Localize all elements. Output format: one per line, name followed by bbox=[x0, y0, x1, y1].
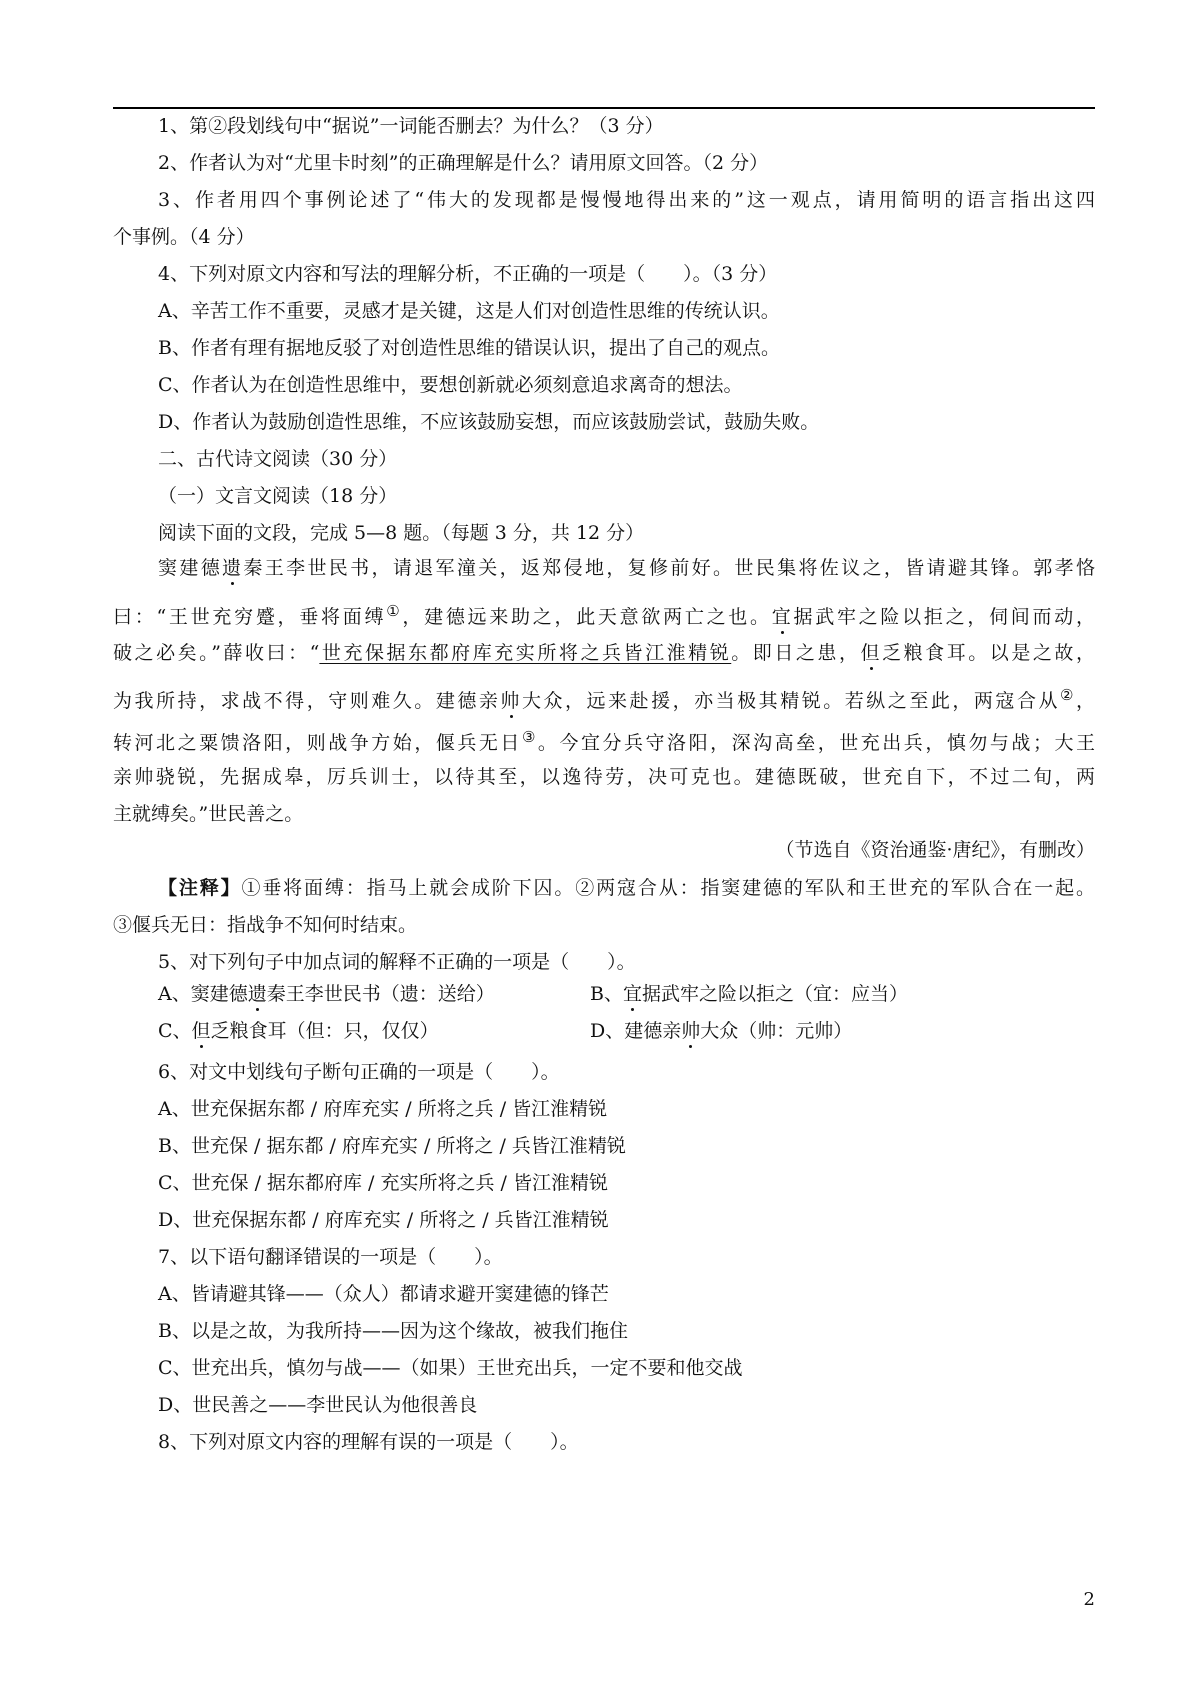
dotted-word: 遗 bbox=[222, 557, 244, 579]
note-marker-2: ② bbox=[1060, 686, 1076, 704]
question-3-line-2: 个事例。（4 分） bbox=[113, 226, 255, 248]
question-4-option-b: B、作者有理有据地反驳了对创造性思维的错误认识，提出了自己的观点。 bbox=[158, 337, 780, 359]
question-5-option-c: C、但乏粮食耳（但：只，仅仅） bbox=[158, 1020, 439, 1042]
passage-line-4: 为我所持，求战不得，守则难久。建德亲帅大众，远来赴援，亦当极其精锐。若纵之至此，两寇合从②， bbox=[113, 686, 1095, 712]
dotted-word: 但 bbox=[191, 1020, 211, 1042]
question-3-line-1: 3、作者用四个事例论述了“伟大的发现都是慢慢地得出来的”这一观点，请用简明的语言指出这四 bbox=[158, 189, 1095, 211]
question-7-option-b: B、以是之故，为我所持——因为这个缘故，被我们拖住 bbox=[158, 1320, 628, 1342]
section-heading-2: 二、古代诗文阅读（30 分） bbox=[158, 448, 398, 470]
dotted-word: 宜 bbox=[771, 606, 794, 628]
question-1: 1、第②段划线句中“据说”一词能否删去？为什么？（3 分） bbox=[158, 115, 664, 137]
dotted-word: 帅 bbox=[500, 690, 522, 712]
question-7-option-d: D、世民善之——李世民认为他很善良 bbox=[158, 1394, 478, 1416]
question-5-option-a: A、窦建德遗秦王李世民书（遗：送给） bbox=[158, 983, 495, 1005]
question-4-option-c: C、作者认为在创造性思维中，要想创新就必须刻意追求离奇的想法。 bbox=[158, 374, 743, 396]
passage-line-6: 亲帅骁锐，先据成皋，厉兵训士，以待其至，以逸待劳，决可克也。建德既破，世充自下，不过二旬，两 bbox=[113, 766, 1095, 788]
question-4-option-a: A、辛苦工作不重要，灵感才是关键，这是人们对创造性思维的传统认识。 bbox=[158, 300, 780, 322]
passage-line-2: 曰：“王世充穷蹙，垂将面缚①，建德远来助之，此天意欲两亡之也。宜据武牢之险以拒之，伺间而动， bbox=[113, 602, 1095, 628]
reading-instruction: 阅读下面的文段，完成 5—8 题。（每题 3 分，共 12 分） bbox=[158, 522, 645, 544]
question-4-option-d: D、作者认为鼓励创造性思维，不应该鼓励妄想，而应该鼓励尝试，鼓励失败。 bbox=[158, 411, 820, 433]
passage-line-1: 窦建德遗秦王李世民书，请退军潼关，返郑侵地，复修前好。世民集将佐议之，皆请避其锋。郭孝恪 bbox=[158, 557, 1095, 579]
question-6-option-b: B、世充保 / 据东都 / 府库充实 / 所将之 / 兵皆江淮精锐 bbox=[158, 1135, 626, 1157]
question-5-option-b: B、宜据武牢之险以拒之（宜：应当） bbox=[590, 983, 908, 1005]
passage-line-5: 转河北之粟馈洛阳，则战争方始，偃兵无日③。今宜分兵守洛阳，深沟高垒，世充出兵，慎勿与战；大王 bbox=[113, 728, 1095, 754]
question-4: 4、下列对原文内容和写法的理解分析，不正确的一项是（ ）。（3 分） bbox=[158, 263, 778, 285]
passage-source: （节选自《资治通鉴·唐纪》，有删改） bbox=[775, 839, 1095, 861]
question-7: 7、以下语句翻译错误的一项是（ ）。 bbox=[158, 1246, 503, 1268]
question-5: 5、对下列句子中加点词的解释不正确的一项是（ ）。 bbox=[158, 951, 636, 973]
subsection-heading: （一）文言文阅读（18 分） bbox=[158, 485, 398, 507]
question-7-option-a: A、皆请避其锋——（众人）都请求避开窦建德的锋芒 bbox=[158, 1283, 609, 1305]
notes-line-2: ③偃兵无日：指战争不知何时结束。 bbox=[113, 914, 418, 936]
note-marker-1: ① bbox=[386, 602, 403, 620]
page-number: 2 bbox=[1083, 1589, 1095, 1610]
dotted-word: 但 bbox=[860, 642, 883, 664]
passage-line-7: 主就缚矣。”世民善之。 bbox=[113, 803, 304, 825]
question-6-option-c: C、世充保 / 据东都府库 / 充实所将之兵 / 皆江淮精锐 bbox=[158, 1172, 608, 1194]
dotted-word: 帅 bbox=[681, 1020, 701, 1042]
question-6-option-a: A、世充保据东都 / 府库充实 / 所将之兵 / 皆江淮精锐 bbox=[158, 1098, 608, 1120]
notes-line-1: 【注释】①垂将面缚：指马上就会成阶下囚。②两寇合从：指窦建德的军队和王世充的军队合在一起。 bbox=[158, 877, 1095, 899]
underlined-sentence: 世充保据东都府库充实所将之兵皆江淮精锐 bbox=[319, 642, 732, 664]
question-5-option-d: D、建德亲帅大众（帅：元帅） bbox=[590, 1020, 853, 1042]
dotted-word: 遗 bbox=[247, 983, 267, 1005]
question-7-option-c: C、世充出兵，慎勿与战——（如果）王世充出兵，一定不要和他交战 bbox=[158, 1357, 743, 1379]
question-6-option-d: D、世充保据东都 / 府库充实 / 所将之 / 兵皆江淮精锐 bbox=[158, 1209, 609, 1231]
notes-label: 【注释】 bbox=[158, 877, 242, 899]
question-8: 8、下列对原文内容的理解有误的一项是（ ）。 bbox=[158, 1431, 579, 1453]
passage-line-3: 破之必矣。”薛收曰：“世充保据东都府库充实所将之兵皆江淮精锐。即日之患，但乏粮食耳。以是之故， bbox=[113, 642, 1095, 664]
question-2: 2、作者认为对“尤里卡时刻”的正确理解是什么？请用原文回答。（2 分） bbox=[158, 152, 769, 174]
question-6: 6、对文中划线句子断句正确的一项是（ ）。 bbox=[158, 1061, 560, 1083]
header-rule bbox=[113, 107, 1095, 109]
note-marker-3: ③ bbox=[521, 728, 538, 746]
dotted-word: 宜 bbox=[622, 983, 642, 1005]
